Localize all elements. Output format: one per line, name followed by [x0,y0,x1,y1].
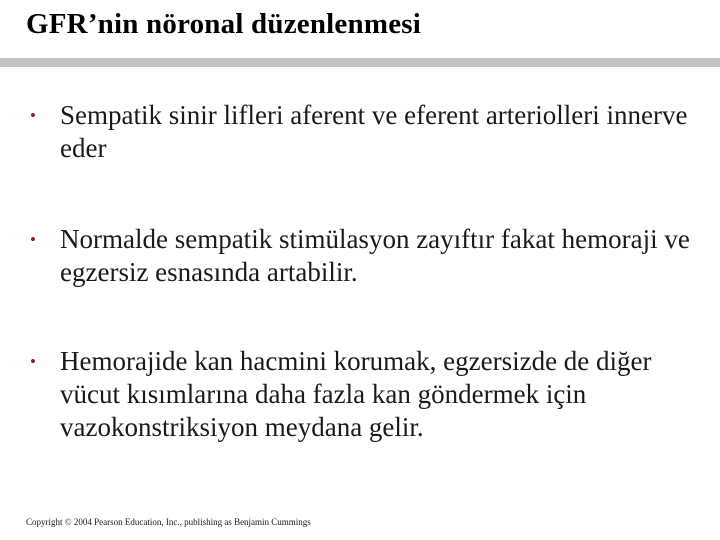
bullet-icon: • [30,352,36,371]
slide-title: GFR’nin nöronal düzenlenmesi [26,8,422,40]
bullet-item [30,345,710,444]
bullet-text: Sempatik sinir lifleri aferent ve eferent arteriolleri innerve eder [60,100,688,163]
bullet-text: Hemorajide kan hacmini korumak, egzersizde de diğer vücut kısımlarına daha fazla kan göndermek için vazokonstriksiyon meydana gelir. [60,346,652,442]
bullet-text: Normalde sempatik stimülasyon zayıftır fakat hemoraji ve egzersiz esnasında artabilir. [60,224,690,287]
bullet-item [30,99,710,165]
title-divider-bar [0,58,720,67]
bullet-item [30,223,710,289]
bullet-icon: • [30,106,36,125]
copyright-footer: Copyright © 2004 Pearson Education, Inc., publishing as Benjamin Cummings [26,517,311,527]
bullet-icon: • [30,230,36,249]
